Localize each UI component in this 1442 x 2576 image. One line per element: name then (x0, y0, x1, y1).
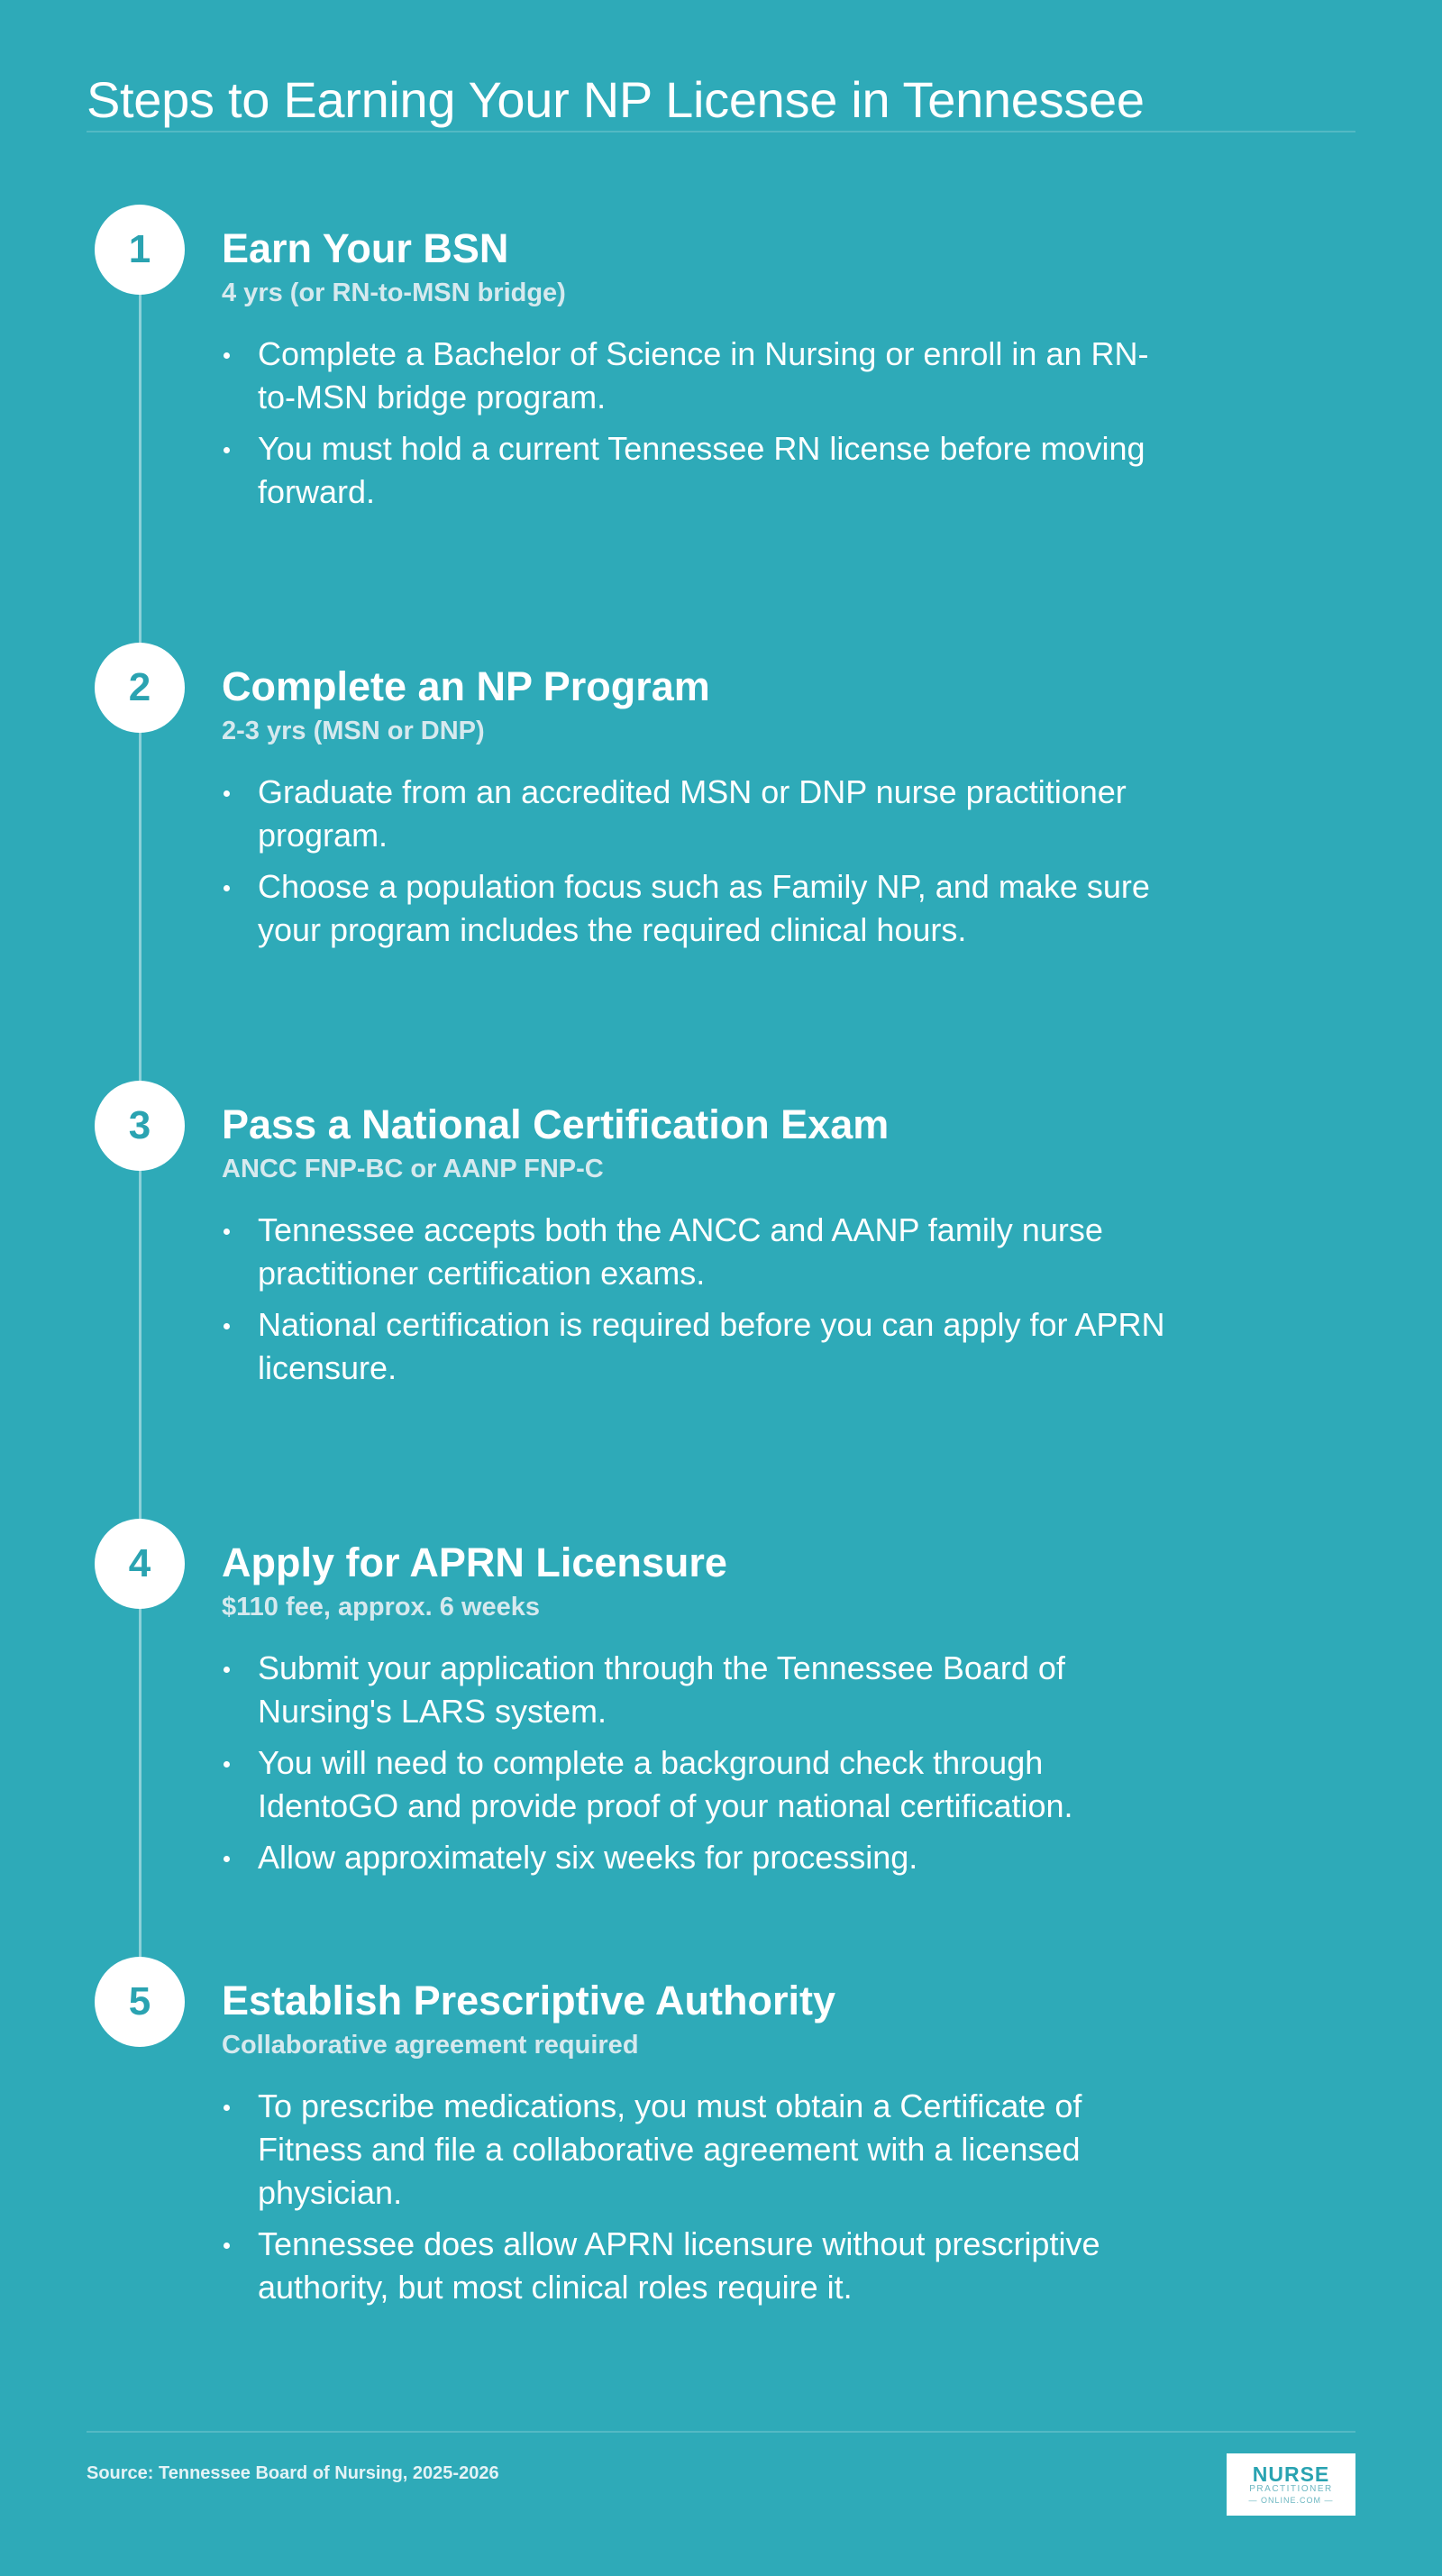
logo-wordmark: NURSE (1252, 2462, 1330, 2486)
step-bullet-list (222, 771, 1213, 952)
bullet-item: Submit your application through the Tennessee Board of Nursing's LARS system. (222, 1647, 1168, 1733)
step-subtitle: Collaborative agreement required (222, 2031, 639, 2060)
bullet-item: To prescribe medications, you must obtain a Certificate of Fitness and file a collaborative agreement with a licensed physician. (222, 2085, 1168, 2215)
footer-divider (87, 2431, 1355, 2433)
bullet-item: Allow approximately six weeks for processing. (222, 1836, 1168, 1879)
header-divider (87, 131, 1355, 132)
step-subtitle: 4 yrs (or RN-to-MSN bridge) (222, 279, 566, 307)
step-number-badge: 3 (95, 1081, 185, 1171)
bullet-item: You will need to complete a background check through IdentoGO and provide proof of your national certification. (222, 1741, 1168, 1828)
step-content (222, 1539, 1213, 1887)
source-note: Source: Tennessee Board of Nursing, 2025-2026 (87, 2463, 499, 2483)
logo-subline: PRACTITIONER (1249, 2483, 1333, 2494)
page-title: Steps to Earning Your NP License in Tennessee (87, 70, 1145, 128)
bullet-item: Graduate from an accredited MSN or DNP nurse practitioner program. (222, 771, 1168, 857)
step-title: Apply for APRN Licensure (222, 1539, 727, 1585)
logo-domain: — ONLINE.COM — (1248, 2495, 1334, 2505)
step-title: Pass a National Certification Exam (222, 1101, 890, 1147)
step-number-badge: 2 (95, 643, 185, 733)
step-number-badge: 1 (95, 205, 185, 295)
brand-logo (1227, 2453, 1355, 2516)
bullet-item: You must hold a current Tennessee RN license before moving forward. (222, 427, 1168, 514)
bullet-item: National certification is required before you can apply for APRN licensure. (222, 1303, 1168, 1390)
step-subtitle: $110 fee, approx. 6 weeks (222, 1593, 541, 1621)
step-number-badge: 4 (95, 1519, 185, 1609)
bullet-item: Tennessee does allow APRN licensure without prescriptive authority, but most clinical roles require it. (222, 2223, 1168, 2309)
bullet-item: Choose a population focus such as Family NP, and make sure your program includes the required clinical hours. (222, 865, 1168, 952)
bullet-item: Tennessee accepts both the ANCC and AANP family nurse practitioner certification exams. (222, 1209, 1168, 1295)
step-bullet-list (222, 333, 1213, 514)
step-content (222, 1101, 1213, 1398)
step-number-badge: 5 (95, 1957, 185, 2047)
step-bullet-list (222, 1209, 1213, 1390)
step-subtitle: 2-3 yrs (MSN or DNP) (222, 717, 485, 745)
step-content (222, 224, 1213, 522)
step-content (222, 662, 1213, 960)
bullet-item: Complete a Bachelor of Science in Nursing or enroll in an RN-to-MSN bridge program. (222, 333, 1168, 419)
step-title: Establish Prescriptive Authority (222, 1978, 836, 2023)
step-content (222, 1977, 1213, 2317)
step-title: Earn Your BSN (222, 225, 509, 271)
step-subtitle: ANCC FNP-BC or AANP FNP-C (222, 1155, 604, 1183)
step-bullet-list (222, 2085, 1213, 2309)
step-title: Complete an NP Program (222, 663, 710, 709)
step-bullet-list (222, 1647, 1213, 1879)
